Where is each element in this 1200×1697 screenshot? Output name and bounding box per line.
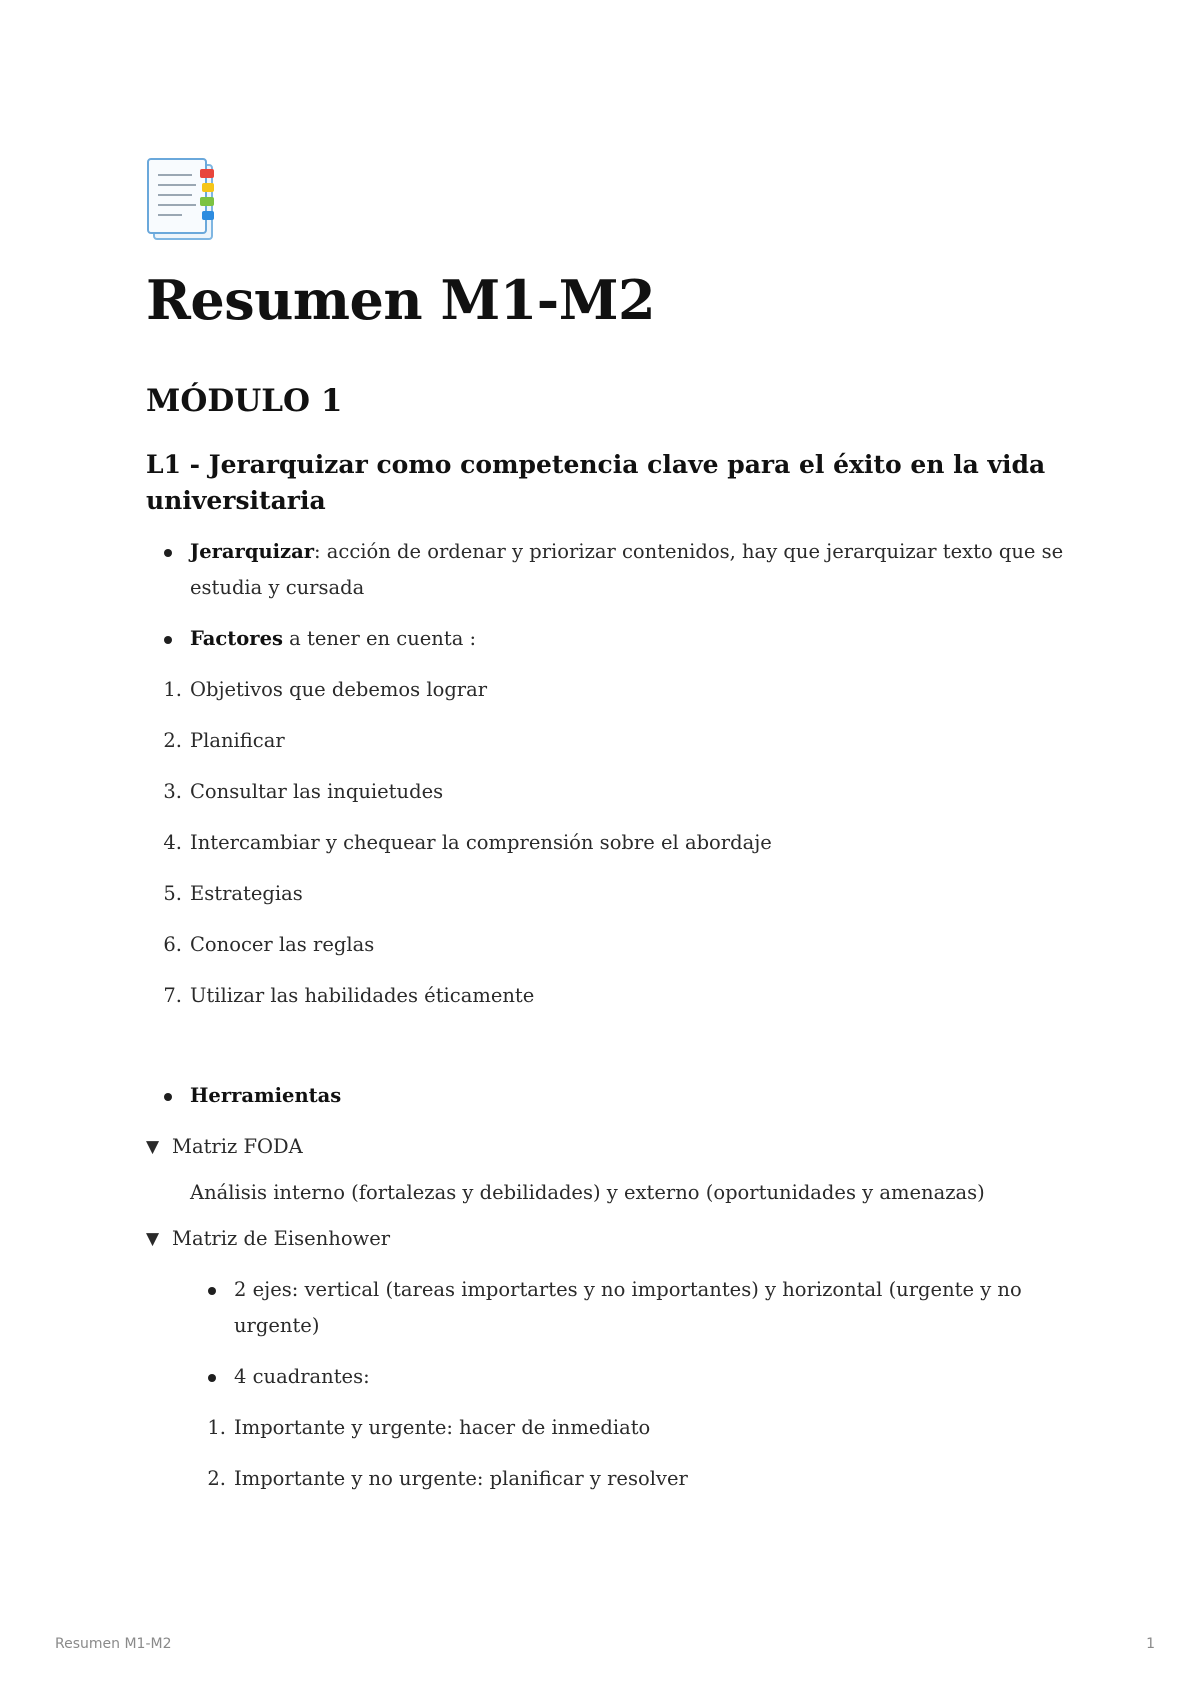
list-number: 5. — [163, 882, 182, 905]
list-number: 4. — [163, 831, 182, 854]
bullet-marker — [208, 1287, 216, 1295]
footer-document-title: Resumen M1-M2 — [55, 1636, 172, 1652]
list-number: 3. — [163, 780, 182, 803]
toggle-triangle-icon[interactable]: ▼ — [146, 1229, 160, 1249]
foda-text: Análisis interno (fortalezas y debilidades) y externo (oportunidades y amenazas) — [190, 1181, 985, 1204]
list-number: 1. — [163, 678, 182, 701]
document-title: Resumen M1-M2 — [146, 268, 656, 332]
list-item — [146, 978, 1066, 1014]
factor-text: Planificar — [190, 729, 285, 752]
bullet-marker — [164, 636, 172, 644]
bullet-factores — [146, 621, 1066, 657]
toggle-label-eisenhower: Matriz de Eisenhower — [172, 1227, 391, 1250]
bullet-jerarquizar — [146, 534, 1066, 606]
factor-text: Utilizar las habilidades éticamente — [190, 984, 535, 1007]
quadrant-text: Importante y urgente: hacer de inmediato — [234, 1416, 651, 1439]
factor-text: Consultar las inquietudes — [190, 780, 444, 803]
factor-text: Intercambiar y chequear la comprensión sobre el abordaje — [190, 831, 772, 854]
list-item — [146, 672, 1066, 708]
module-heading: MÓDULO 1 — [146, 383, 343, 419]
term-herramientas: Herramientas — [190, 1084, 342, 1107]
list-item — [146, 825, 1066, 861]
quadrant-text: Importante y no urgente: planificar y resolver — [234, 1467, 688, 1490]
document-page — [146, 155, 1066, 1497]
factor-text: Estrategias — [190, 882, 303, 905]
term-jerarquizar: Jerarquizar — [190, 540, 315, 563]
list-number: 2. — [163, 729, 182, 752]
list-number: 2. — [207, 1467, 226, 1490]
bullet-marker — [164, 549, 172, 557]
list-item — [146, 927, 1066, 963]
list-number: 6. — [163, 933, 182, 956]
definition-jerarquizar: : acción de ordenar y priorizar contenidos, hay que jerarquizar texto que se estudia y cursada — [190, 540, 1064, 599]
toggle-triangle-icon[interactable]: ▼ — [146, 1137, 160, 1157]
term-factores: Factores — [190, 627, 283, 650]
list-item — [146, 723, 1066, 759]
toggle-matriz-foda[interactable] — [146, 1129, 1066, 1165]
list-number: 1. — [207, 1416, 226, 1439]
bullet-cuadrantes — [190, 1359, 1066, 1395]
bullet-ejes — [190, 1272, 1066, 1344]
notebook-document-icon — [146, 155, 228, 245]
list-number: 7. — [163, 984, 182, 1007]
factor-text: Conocer las reglas — [190, 933, 375, 956]
factor-text: Objetivos que debemos lograr — [190, 678, 488, 701]
factores-text: a tener en cuenta : — [282, 627, 477, 650]
lesson-heading: L1 - Jerarquizar como competencia clave para el éxito en la vida universitaria — [146, 450, 1046, 515]
list-item — [146, 774, 1066, 810]
footer-page-number: 1 — [1146, 1636, 1155, 1652]
bullet-marker — [208, 1374, 216, 1382]
list-item — [190, 1410, 1066, 1446]
bullet-text: 2 ejes: vertical (tareas importartes y no importantes) y horizontal (urgente y no urgente) — [234, 1278, 1022, 1337]
bullet-herramientas — [146, 1078, 1066, 1114]
toggle-matriz-eisenhower[interactable] — [146, 1221, 1066, 1257]
list-item — [190, 1461, 1066, 1497]
list-item — [146, 876, 1066, 912]
bullet-text: 4 cuadrantes: — [234, 1365, 370, 1388]
toggle-label-foda: Matriz FODA — [172, 1135, 303, 1158]
bullet-marker — [164, 1093, 172, 1101]
